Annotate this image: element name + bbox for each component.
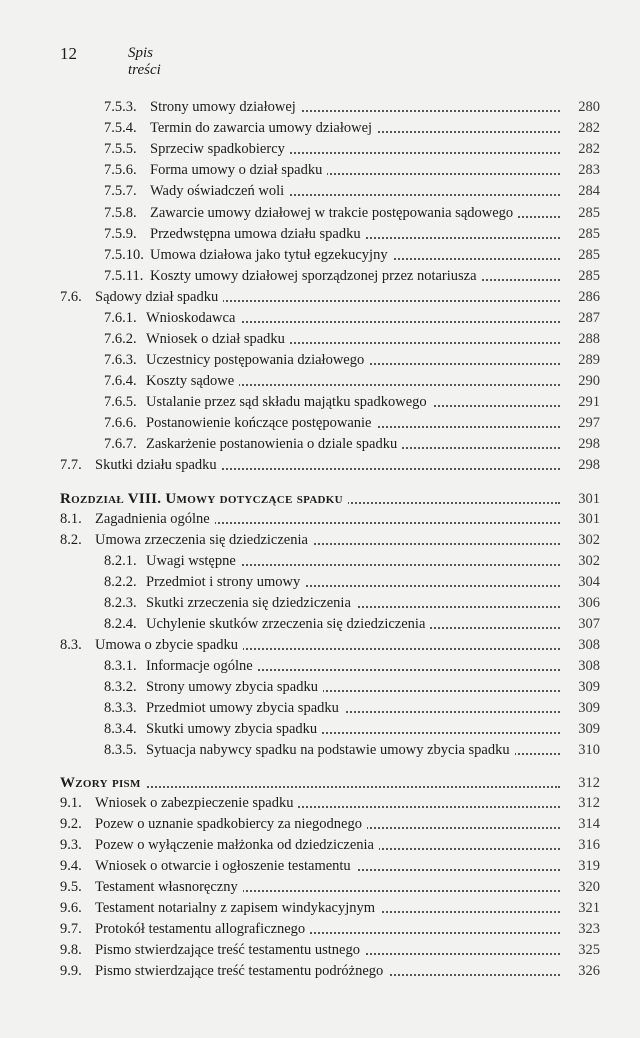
- toc-entry-page: 304: [578, 574, 600, 590]
- toc-entry-number: 9.6.: [60, 900, 82, 916]
- toc-entry-title: [95, 455, 560, 475]
- toc-entry: [60, 898, 600, 918]
- toc-entry-page: 290: [578, 373, 600, 389]
- toc-entry-number: 9.7.: [60, 921, 82, 937]
- toc-entry-number: 8.3.5.: [104, 742, 137, 758]
- toc-entry-title: [146, 614, 560, 634]
- toc-entry-title-text: Wnioskodawca: [146, 310, 240, 326]
- toc-entry-number: 7.6.1.: [104, 310, 137, 326]
- toc-entry: [60, 287, 600, 307]
- toc-entry-number: 7.5.9.: [104, 226, 137, 242]
- toc-entry-title-text: Wniosek o otwarcie i ogłoszenie testamentu: [95, 858, 356, 874]
- toc-entry-title-text: Przedmiot i strony umowy: [146, 574, 305, 590]
- toc-entry: [60, 530, 600, 550]
- toc-entry-title: [150, 224, 560, 244]
- toc-entry-title: [95, 793, 560, 813]
- toc-entry-number: 7.5.6.: [104, 162, 137, 178]
- toc-entry: [104, 224, 600, 244]
- toc-entry-title-text: Rozdział VIII. Umowy dotyczące spadku: [60, 491, 348, 507]
- toc-entry-page: 280: [578, 99, 600, 115]
- toc-entry-title: [146, 740, 560, 760]
- toc-entry-title: [146, 572, 560, 592]
- toc-entry-number: 7.6.5.: [104, 394, 137, 410]
- toc-entry-number: 9.5.: [60, 879, 82, 895]
- toc-entry-title: [150, 181, 560, 201]
- toc-entry: [60, 940, 600, 960]
- toc-entry-number: 8.2.3.: [104, 595, 137, 611]
- toc-entry-title: [95, 898, 560, 918]
- toc-entry-page: 285: [578, 247, 600, 263]
- toc-entry-number: 8.2.4.: [104, 616, 137, 632]
- toc-entry-title-text: Strony umowy zbycia spadku: [146, 679, 323, 695]
- toc-entry-title: [95, 961, 560, 981]
- toc-entry-number: 8.2.1.: [104, 553, 137, 569]
- toc-entry-title-text: Forma umowy o dział spadku: [150, 162, 327, 178]
- toc-entry-number: 7.5.7.: [104, 183, 137, 199]
- toc-entry-page: 320: [578, 879, 600, 895]
- toc-entry-title: [95, 287, 560, 307]
- toc-entry: [60, 856, 600, 876]
- toc-entry-title: [150, 266, 560, 286]
- toc-entry-title-text: Strony umowy działowej: [150, 99, 301, 115]
- toc-entry-title: [95, 635, 560, 655]
- toc-entry-title: [146, 329, 560, 349]
- toc-entry-title: [146, 656, 560, 676]
- toc-entry: [60, 455, 600, 475]
- toc-entry-page: 285: [578, 268, 600, 284]
- toc-entry-title: [95, 530, 560, 550]
- toc-entry: [104, 118, 600, 138]
- toc-entry-title-text: Pozew o wyłączenie małżonka od dziedziczenia: [95, 837, 379, 853]
- running-head-title: Spis treści: [128, 45, 161, 78]
- toc-entry: [104, 413, 600, 433]
- toc-entry: [104, 350, 600, 370]
- toc-entry: [104, 572, 600, 592]
- toc-entry-title-text: Termin do zawarcia umowy działowej: [150, 120, 377, 136]
- toc-entry-title: [60, 489, 560, 509]
- toc-entry-title-text: Zaskarżenie postanowienia o dziale spadku: [146, 436, 402, 452]
- toc-entry-page: 306: [578, 595, 600, 611]
- toc-entry-number: 7.5.11.: [104, 268, 144, 284]
- toc-entry: [104, 139, 600, 159]
- toc-entry-number: 9.4.: [60, 858, 82, 874]
- toc-entry-number: 9.9.: [60, 963, 82, 979]
- toc-entry-number: 7.6.4.: [104, 373, 137, 389]
- toc-entry: [104, 614, 600, 634]
- toc-entry: [104, 266, 600, 286]
- page-number: 12: [60, 44, 77, 63]
- toc-entry-title: [146, 551, 560, 571]
- toc-entry-number: 7.6.7.: [104, 436, 137, 452]
- toc-entry-title-text: Zawarcie umowy działowej w trakcie postępowania sądowego: [150, 205, 518, 221]
- toc-entry-page: 286: [578, 289, 600, 305]
- toc-entry-title: [95, 814, 560, 834]
- toc-entry-number: 8.3.4.: [104, 721, 137, 737]
- toc-entry-page: 308: [578, 637, 600, 653]
- toc-entry-title: [146, 392, 560, 412]
- toc-entry-title-text: Wniosek o dział spadku: [146, 331, 290, 347]
- toc-entry-page: 283: [578, 162, 600, 178]
- toc-entry-title: [146, 593, 560, 613]
- toc-entry-title-text: Informacje ogólne: [146, 658, 258, 674]
- toc-entry-title: [95, 509, 560, 529]
- toc-entry-page: 291: [578, 394, 600, 410]
- toc-entry-number: 7.6.2.: [104, 331, 137, 347]
- toc-entry-title-text: Testament własnoręczny: [95, 879, 243, 895]
- toc-entry-page: 302: [578, 553, 600, 569]
- toc-entry-page: 319: [578, 858, 600, 874]
- toc-entry-title: [95, 835, 560, 855]
- toc-entry: [104, 593, 600, 613]
- toc-entry-number: 8.3.2.: [104, 679, 137, 695]
- toc-entry-title-text: Uczestnicy postępowania działowego: [146, 352, 369, 368]
- toc-entry-number: 7.5.8.: [104, 205, 137, 221]
- toc-entry-number: 9.1.: [60, 795, 82, 811]
- toc-entry-title-text: Koszty umowy działowej sporządzonej przez notariusza: [150, 268, 482, 284]
- toc-entry-number: 8.3.3.: [104, 700, 137, 716]
- toc-entry: [104, 392, 600, 412]
- toc-entry-number: 9.2.: [60, 816, 82, 832]
- toc-entry-number: 7.6.3.: [104, 352, 137, 368]
- toc-entry-title-text: Sądowy dział spadku: [95, 289, 223, 305]
- toc-entry: [60, 835, 600, 855]
- toc-entry-page: 321: [578, 900, 600, 916]
- toc-entry-title-text: Testament notarialny z zapisem windykacyjnym: [95, 900, 380, 916]
- toc-entry-page: 310: [578, 742, 600, 758]
- toc-entry-page: 287: [578, 310, 600, 326]
- toc-entry-number: 7.5.3.: [104, 99, 137, 115]
- toc-entry-number: 9.3.: [60, 837, 82, 853]
- toc-entry-title: [146, 371, 560, 391]
- toc-entry: [104, 719, 600, 739]
- toc-entry-title: [150, 245, 560, 265]
- toc-entry-page: 309: [578, 679, 600, 695]
- toc-entry-title: [150, 97, 560, 117]
- toc-entry: [104, 677, 600, 697]
- toc-entry-title-text: Przedwstępna umowa działu spadku: [150, 226, 366, 242]
- toc-entry-page: 309: [578, 721, 600, 737]
- toc-entry: [60, 635, 600, 655]
- toc-entry: [104, 203, 600, 223]
- toc-entry: [104, 308, 600, 328]
- toc-entry-title-text: Sprzeciw spadkobiercy: [150, 141, 290, 157]
- toc-entry-page: 288: [578, 331, 600, 347]
- toc-entry-page: 285: [578, 226, 600, 242]
- toc-entry-title: [150, 139, 560, 159]
- toc-entry-page: 326: [578, 963, 600, 979]
- toc-entry-title-text: Pozew o uznanie spadkobiercy za niegodnego: [95, 816, 367, 832]
- toc-entry-page: 323: [578, 921, 600, 937]
- toc-entry-page: 297: [578, 415, 600, 431]
- toc-entry-title: [146, 350, 560, 370]
- toc-entry: [60, 919, 600, 939]
- toc-entry-page: 289: [578, 352, 600, 368]
- toc-entry-page: 298: [578, 436, 600, 452]
- toc-entry-title: [150, 203, 560, 223]
- toc-entry-title-text: Koszty sądowe: [146, 373, 239, 389]
- toc-entry-number: 7.5.4.: [104, 120, 137, 136]
- toc-entry-title-text: Skutki działu spadku: [95, 457, 222, 473]
- toc-entry-title-text: Uwagi wstępne: [146, 553, 241, 569]
- toc-entry: [60, 509, 600, 529]
- toc-entry-page: 312: [578, 775, 600, 791]
- toc-entry-number: 7.7.: [60, 457, 82, 473]
- toc-entry-title: [95, 877, 560, 897]
- toc-entry: [104, 329, 600, 349]
- toc-entry-title-text: Wzory pism: [60, 775, 146, 791]
- toc-entry-number: 7.5.10.: [104, 247, 144, 263]
- toc-entry: [104, 656, 600, 676]
- toc-entry: [104, 160, 600, 180]
- toc-entry-number: 8.2.: [60, 532, 82, 548]
- toc-entry-page: 325: [578, 942, 600, 958]
- toc-entry-title-text: Umowa działowa jako tytuł egzekucyjny: [150, 247, 393, 263]
- toc-entry: [60, 814, 600, 834]
- toc-entry-title: [95, 940, 560, 960]
- toc-entry: [104, 698, 600, 718]
- toc-entry-number: 7.6.: [60, 289, 82, 305]
- toc-entry-number: 7.6.6.: [104, 415, 137, 431]
- toc-entry-number: 7.5.5.: [104, 141, 137, 157]
- toc-entry-page: 314: [578, 816, 600, 832]
- toc-entry-title-text: Postanowienie kończące postępowanie: [146, 415, 376, 431]
- toc-entry-title: [150, 118, 560, 138]
- toc-entry-title-text: Uchylenie skutków zrzeczenia się dziedziczenia: [146, 616, 430, 632]
- toc-entry: [104, 551, 600, 571]
- toc-entry-title: [150, 160, 560, 180]
- toc-entry-page: 284: [578, 183, 600, 199]
- toc-entry-page: 312: [578, 795, 600, 811]
- toc-entry: [60, 877, 600, 897]
- toc-entry-page: 301: [578, 491, 600, 507]
- toc-entry-page: 282: [578, 120, 600, 136]
- toc-entry-title-text: Wady oświadczeń woli: [150, 183, 289, 199]
- toc-entry: [60, 793, 600, 813]
- toc-entry-number: 8.3.: [60, 637, 82, 653]
- toc-entry: [104, 371, 600, 391]
- toc-entry-title: [95, 856, 560, 876]
- toc-entry-title-text: Umowa o zbycie spadku: [95, 637, 243, 653]
- toc-entry-title-text: Umowa zrzeczenia się dziedziczenia: [95, 532, 313, 548]
- toc-entry-title-text: Wniosek o zabezpieczenie spadku: [95, 795, 298, 811]
- toc-entry: [60, 961, 600, 981]
- toc-entry-title-text: Skutki umowy zbycia spadku: [146, 721, 322, 737]
- toc-entry-page: 316: [578, 837, 600, 853]
- toc-entry-title: [146, 308, 560, 328]
- toc-entry-title-text: Pismo stwierdzające treść testamentu podróżnego: [95, 963, 388, 979]
- toc-chapter-row: [60, 489, 600, 509]
- toc-entry-title: [60, 773, 560, 793]
- toc-entry-title-text: Zagadnienia ogólne: [95, 511, 215, 527]
- toc-entry-page: 308: [578, 658, 600, 674]
- toc-entry-title: [146, 677, 560, 697]
- toc-entry-title-text: Skutki zrzeczenia się dziedziczenia: [146, 595, 356, 611]
- toc-entry-title: [146, 719, 560, 739]
- toc-entry-number: 8.3.1.: [104, 658, 137, 674]
- toc-entry: [104, 97, 600, 117]
- toc-entry-number: 8.2.2.: [104, 574, 137, 590]
- toc-entry-page: 301: [578, 511, 600, 527]
- toc-entry: [104, 740, 600, 760]
- toc-entry-title-text: Pismo stwierdzające treść testamentu ustnego: [95, 942, 365, 958]
- toc-entry-title: [146, 413, 560, 433]
- toc-entry-page: 282: [578, 141, 600, 157]
- toc-entry: [104, 181, 600, 201]
- toc-entry: [104, 434, 600, 454]
- toc-entry-number: 8.1.: [60, 511, 82, 527]
- toc-entry-page: 307: [578, 616, 600, 632]
- toc-entry-title: [146, 698, 560, 718]
- toc-entry-page: 302: [578, 532, 600, 548]
- toc-entry-title: [146, 434, 560, 454]
- toc-entry-title-text: Przedmiot umowy zbycia spadku: [146, 700, 344, 716]
- toc-entry-title: [95, 919, 560, 939]
- toc-entry-title-text: Protokół testamentu allograficznego: [95, 921, 310, 937]
- toc-entry-title-text: Sytuacja nabywcy spadku na podstawie umowy zbycia spadku: [146, 742, 515, 758]
- toc-entry: [104, 245, 600, 265]
- toc-entry-title-text: Ustalanie przez sąd składu majątku spadkowego: [146, 394, 432, 410]
- toc-chapter-row: [60, 773, 600, 793]
- toc-entry-number: 9.8.: [60, 942, 82, 958]
- toc-entry-page: 285: [578, 205, 600, 221]
- toc-entry-page: 309: [578, 700, 600, 716]
- toc-entry-page: 298: [578, 457, 600, 473]
